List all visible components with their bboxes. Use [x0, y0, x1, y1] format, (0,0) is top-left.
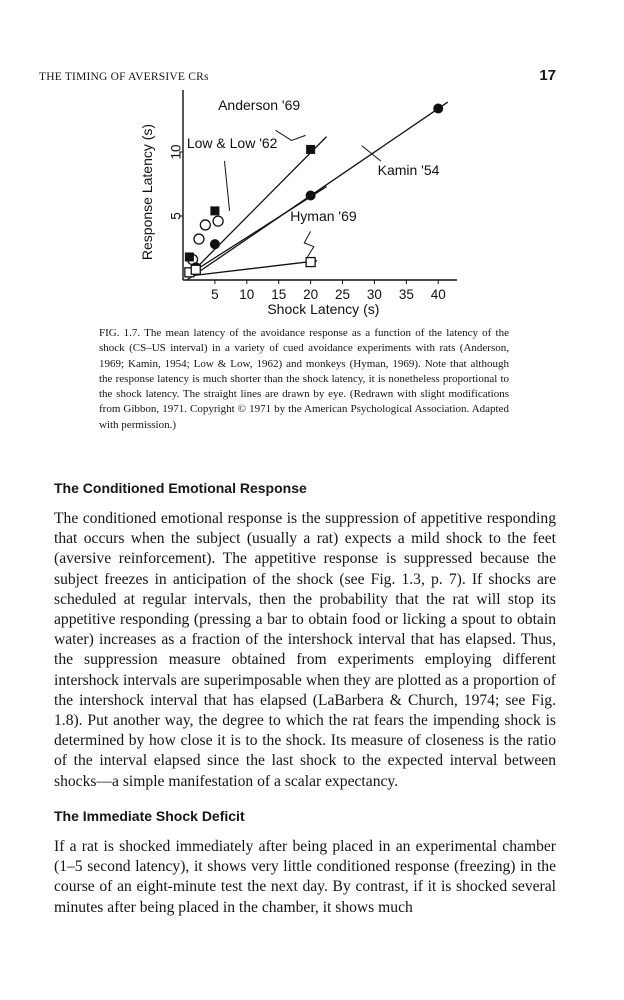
section-heading-cer: The Conditioned Emotional Response: [54, 480, 307, 496]
y-axis-label: Response Latency (s): [139, 123, 155, 261]
open-square-marker: [191, 265, 200, 274]
x-axis-label: Shock Latency (s): [267, 301, 380, 317]
x-tick-label: 40: [430, 287, 446, 302]
x-tick-label: 20: [303, 287, 319, 302]
filled-square-marker: [210, 206, 219, 215]
filled-circle-marker: [210, 239, 220, 249]
leader-low-low: [224, 161, 229, 211]
section-body-cer: The conditioned emotional response is the suppression of appetitive responding that occurs when the subject (usually a rat) expects a mild shock to the feet (aversive reinforcement). The appetitive response is suppressed because the subject freezes in anticipation of the shock (see Fig. 1.3, p. 7). If shocks are scheduled at regular intervals, then the probability that the rat will stop its appetitive responding (pressing a bar to obtain food or licking a spout to obtain water) increases as a fraction of the intershock interval that has elapsed. Thus, the suppression measure obtained from experiments employing different intershock intervals are superimposable when they are plotted as a proportion of the intershock interval that has elapsed (LaBarbera & Church, 1974; see Fig. 1.8). Put another way, the degree to which the rat fears the impending shock is determined by how close it is to the shock. Its measure of closeness is the ratio of the interval elapsed since the last shock to the expected interval between shocks—a simple manifestation of a scalar expectancy.: [54, 510, 556, 790]
leader-hyman: [304, 231, 314, 257]
annotation-hyman: Hyman '69: [290, 208, 357, 225]
open-circle-marker: [200, 220, 210, 230]
annotation-kamin: Kamin '54: [377, 162, 440, 179]
x-tick-label: 10: [239, 287, 255, 302]
data-markers: [185, 103, 443, 276]
x-tick-label: 15: [271, 287, 287, 302]
figure-caption: FIG. 1.7. The mean latency of the avoidance response as a function of the latency of the shock (CS–US interval) in a variety of cued avoidance experiments with rats (Anderson, 1969; Kamin, 1954; Low & Low, 1962) and monkeys (Hyman, 1969). Note that although the response latency is much shorter than the shock latency, it is nonetheless proportional to the shock latency. The straight lines are drawn by eye. (Redrawn with slight modifications from Gibbon, 1971. Copyright © 1971 by the American Psychological Association. Adapted with permission.): [99, 327, 509, 431]
annotation-low-low: Low & Low '62: [186, 135, 278, 152]
x-tick-label: 35: [398, 287, 414, 302]
x-tick-label: 30: [366, 287, 382, 302]
fit-line-anderson: [187, 137, 327, 278]
annotation-anderson: Anderson '69: [218, 96, 301, 113]
running-head: THE TIMING OF AVERSIVE CRs: [39, 71, 209, 83]
open-circle-marker: [194, 234, 204, 244]
filled-circle-marker: [306, 191, 316, 201]
fit-line-kamin: [187, 102, 448, 280]
annotations: [187, 97, 440, 257]
section-heading-immediate-shock: The Immediate Shock Deficit: [54, 808, 245, 824]
open-square-marker: [306, 258, 315, 267]
y-tick-label: 10: [168, 144, 184, 160]
x-tick-label: 5: [211, 287, 219, 302]
fit-lines: [187, 102, 448, 280]
page-number: 17: [539, 67, 556, 84]
y-tick-label: 5: [168, 212, 184, 220]
filled-circle-marker: [433, 103, 443, 113]
open-circle-marker: [213, 216, 223, 226]
leader-anderson: [276, 130, 306, 140]
figure-1-7-chart: [0, 0, 624, 320]
x-tick-label: 25: [335, 287, 351, 302]
filled-square-marker: [185, 252, 194, 261]
section-body-immediate-shock: If a rat is shocked immediately after being placed in an experimental chamber (1–5 second latency), it shows very little conditioned response (freezing) in the course of an eight-minute test the next day. By contrast, if it is shocked several minutes after being placed in the chamber, it shows much: [54, 838, 556, 916]
filled-square-marker: [306, 145, 315, 154]
